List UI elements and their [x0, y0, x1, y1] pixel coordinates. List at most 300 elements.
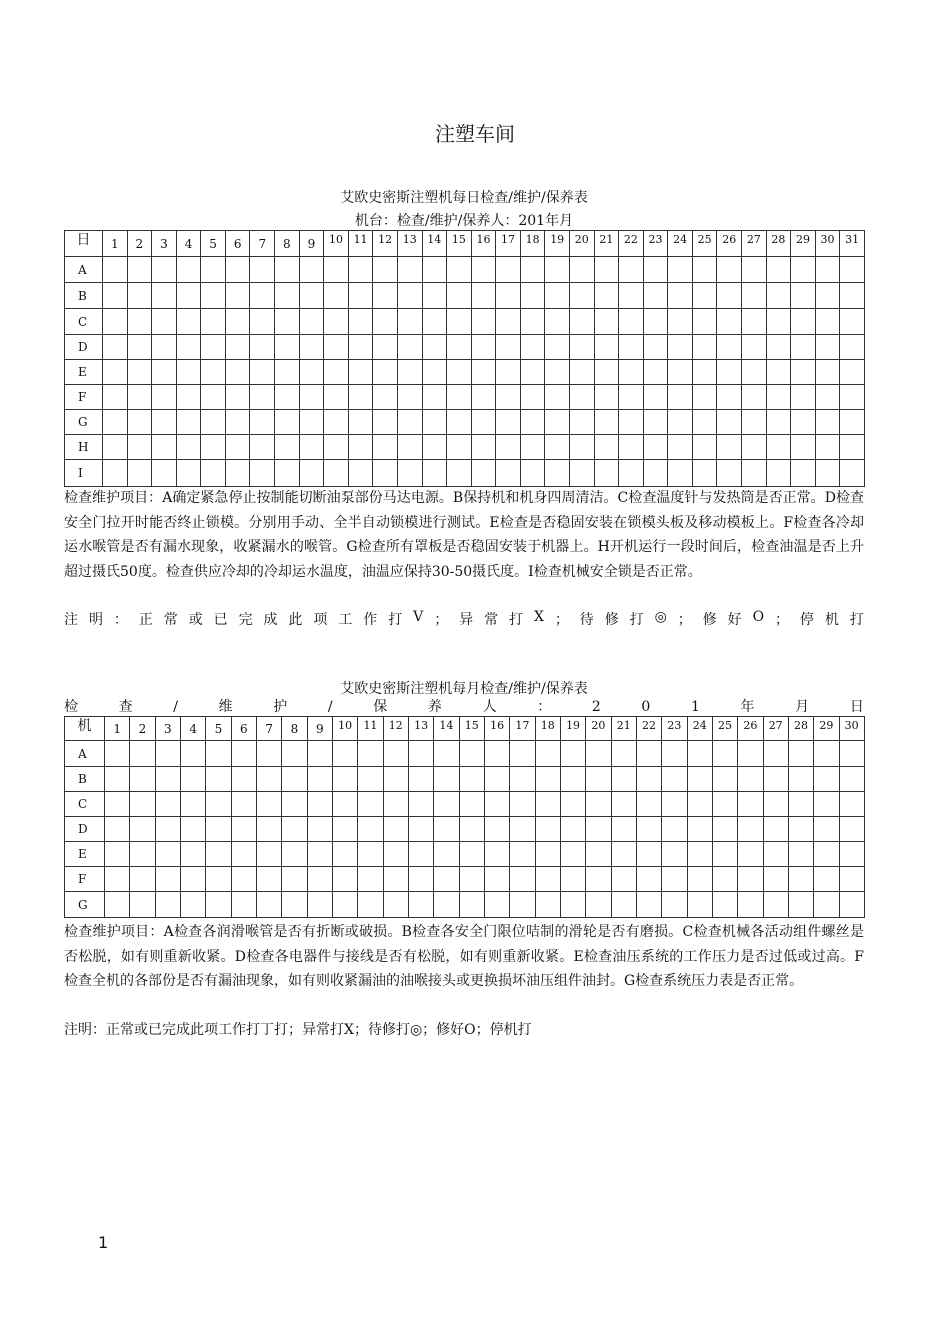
check-cell[interactable]: [520, 283, 545, 309]
check-cell[interactable]: [692, 335, 717, 360]
check-cell[interactable]: [496, 460, 521, 487]
check-cell[interactable]: [766, 309, 791, 335]
check-cell[interactable]: [668, 460, 693, 487]
check-cell[interactable]: [814, 792, 839, 817]
check-cell[interactable]: [130, 767, 155, 792]
check-cell[interactable]: [619, 335, 644, 360]
check-cell[interactable]: [250, 460, 275, 487]
check-cell[interactable]: [636, 867, 661, 892]
check-cell[interactable]: [484, 892, 509, 918]
check-cell[interactable]: [358, 867, 383, 892]
check-cell[interactable]: [250, 257, 275, 283]
check-cell[interactable]: [791, 335, 816, 360]
check-cell[interactable]: [201, 335, 226, 360]
check-cell[interactable]: [105, 817, 130, 842]
check-cell[interactable]: [373, 410, 398, 435]
check-cell[interactable]: [594, 435, 619, 460]
check-cell[interactable]: [619, 257, 644, 283]
check-cell[interactable]: [814, 767, 839, 792]
check-cell[interactable]: [231, 741, 256, 767]
check-cell[interactable]: [408, 892, 433, 918]
check-cell[interactable]: [408, 792, 433, 817]
check-cell[interactable]: [545, 360, 570, 385]
check-cell[interactable]: [668, 435, 693, 460]
check-cell[interactable]: [815, 257, 840, 283]
check-cell[interactable]: [422, 410, 447, 435]
check-cell[interactable]: [496, 309, 521, 335]
check-cell[interactable]: [307, 892, 332, 918]
check-cell[interactable]: [788, 767, 813, 792]
check-cell[interactable]: [815, 435, 840, 460]
check-cell[interactable]: [766, 360, 791, 385]
check-cell[interactable]: [447, 435, 472, 460]
check-cell[interactable]: [225, 283, 250, 309]
check-cell[interactable]: [299, 309, 324, 335]
check-cell[interactable]: [383, 892, 408, 918]
check-cell[interactable]: [687, 817, 712, 842]
check-cell[interactable]: [738, 767, 763, 792]
check-cell[interactable]: [815, 410, 840, 435]
check-cell[interactable]: [791, 410, 816, 435]
check-cell[interactable]: [332, 741, 357, 767]
check-cell[interactable]: [840, 257, 865, 283]
check-cell[interactable]: [324, 385, 349, 410]
check-cell[interactable]: [459, 842, 484, 867]
check-cell[interactable]: [471, 335, 496, 360]
check-cell[interactable]: [397, 385, 422, 410]
check-cell[interactable]: [594, 360, 619, 385]
check-cell[interactable]: [766, 410, 791, 435]
check-cell[interactable]: [471, 410, 496, 435]
check-cell[interactable]: [105, 892, 130, 918]
check-cell[interactable]: [484, 842, 509, 867]
check-cell[interactable]: [103, 435, 128, 460]
check-cell[interactable]: [662, 741, 687, 767]
check-cell[interactable]: [763, 741, 788, 767]
check-cell[interactable]: [712, 892, 737, 918]
check-cell[interactable]: [611, 817, 636, 842]
check-cell[interactable]: [742, 385, 767, 410]
check-cell[interactable]: [742, 410, 767, 435]
check-cell[interactable]: [496, 335, 521, 360]
check-cell[interactable]: [839, 741, 864, 767]
check-cell[interactable]: [397, 460, 422, 487]
check-cell[interactable]: [201, 257, 226, 283]
check-cell[interactable]: [788, 867, 813, 892]
check-cell[interactable]: [535, 892, 560, 918]
check-cell[interactable]: [307, 817, 332, 842]
check-cell[interactable]: [155, 741, 180, 767]
check-cell[interactable]: [105, 767, 130, 792]
check-cell[interactable]: [712, 792, 737, 817]
check-cell[interactable]: [471, 460, 496, 487]
check-cell[interactable]: [569, 309, 594, 335]
check-cell[interactable]: [299, 410, 324, 435]
check-cell[interactable]: [225, 410, 250, 435]
check-cell[interactable]: [105, 867, 130, 892]
check-cell[interactable]: [434, 867, 459, 892]
check-cell[interactable]: [611, 741, 636, 767]
check-cell[interactable]: [231, 767, 256, 792]
check-cell[interactable]: [840, 360, 865, 385]
check-cell[interactable]: [484, 767, 509, 792]
check-cell[interactable]: [594, 283, 619, 309]
check-cell[interactable]: [535, 842, 560, 867]
check-cell[interactable]: [788, 817, 813, 842]
check-cell[interactable]: [791, 360, 816, 385]
check-cell[interactable]: [569, 385, 594, 410]
check-cell[interactable]: [545, 460, 570, 487]
check-cell[interactable]: [687, 867, 712, 892]
check-cell[interactable]: [250, 435, 275, 460]
check-cell[interactable]: [662, 817, 687, 842]
check-cell[interactable]: [742, 435, 767, 460]
check-cell[interactable]: [422, 360, 447, 385]
check-cell[interactable]: [130, 817, 155, 842]
check-cell[interactable]: [510, 792, 535, 817]
check-cell[interactable]: [840, 460, 865, 487]
check-cell[interactable]: [201, 385, 226, 410]
check-cell[interactable]: [510, 767, 535, 792]
check-cell[interactable]: [738, 892, 763, 918]
check-cell[interactable]: [763, 892, 788, 918]
check-cell[interactable]: [692, 309, 717, 335]
check-cell[interactable]: [373, 435, 398, 460]
check-cell[interactable]: [383, 741, 408, 767]
check-cell[interactable]: [545, 435, 570, 460]
check-cell[interactable]: [358, 741, 383, 767]
check-cell[interactable]: [520, 385, 545, 410]
check-cell[interactable]: [717, 460, 742, 487]
check-cell[interactable]: [742, 460, 767, 487]
check-cell[interactable]: [619, 360, 644, 385]
check-cell[interactable]: [839, 792, 864, 817]
check-cell[interactable]: [668, 309, 693, 335]
check-cell[interactable]: [250, 410, 275, 435]
check-cell[interactable]: [176, 360, 201, 385]
check-cell[interactable]: [569, 257, 594, 283]
check-cell[interactable]: [510, 817, 535, 842]
check-cell[interactable]: [788, 892, 813, 918]
check-cell[interactable]: [496, 360, 521, 385]
check-cell[interactable]: [520, 460, 545, 487]
check-cell[interactable]: [256, 767, 281, 792]
check-cell[interactable]: [299, 335, 324, 360]
check-cell[interactable]: [662, 867, 687, 892]
check-cell[interactable]: [434, 892, 459, 918]
check-cell[interactable]: [307, 741, 332, 767]
check-cell[interactable]: [299, 360, 324, 385]
check-cell[interactable]: [324, 309, 349, 335]
check-cell[interactable]: [738, 741, 763, 767]
check-cell[interactable]: [484, 792, 509, 817]
check-cell[interactable]: [447, 283, 472, 309]
check-cell[interactable]: [250, 283, 275, 309]
check-cell[interactable]: [717, 257, 742, 283]
check-cell[interactable]: [434, 817, 459, 842]
check-cell[interactable]: [545, 385, 570, 410]
check-cell[interactable]: [668, 335, 693, 360]
check-cell[interactable]: [738, 867, 763, 892]
check-cell[interactable]: [560, 867, 585, 892]
check-cell[interactable]: [155, 892, 180, 918]
check-cell[interactable]: [422, 335, 447, 360]
check-cell[interactable]: [299, 257, 324, 283]
check-cell[interactable]: [560, 792, 585, 817]
check-cell[interactable]: [397, 335, 422, 360]
check-cell[interactable]: [545, 410, 570, 435]
check-cell[interactable]: [545, 257, 570, 283]
check-cell[interactable]: [496, 435, 521, 460]
check-cell[interactable]: [130, 842, 155, 867]
check-cell[interactable]: [788, 842, 813, 867]
check-cell[interactable]: [332, 792, 357, 817]
check-cell[interactable]: [662, 767, 687, 792]
check-cell[interactable]: [520, 410, 545, 435]
check-cell[interactable]: [152, 257, 177, 283]
check-cell[interactable]: [152, 360, 177, 385]
check-cell[interactable]: [299, 385, 324, 410]
check-cell[interactable]: [712, 842, 737, 867]
check-cell[interactable]: [687, 767, 712, 792]
check-cell[interactable]: [152, 385, 177, 410]
check-cell[interactable]: [225, 385, 250, 410]
check-cell[interactable]: [282, 842, 307, 867]
check-cell[interactable]: [791, 435, 816, 460]
check-cell[interactable]: [324, 435, 349, 460]
check-cell[interactable]: [766, 257, 791, 283]
check-cell[interactable]: [201, 309, 226, 335]
check-cell[interactable]: [643, 335, 668, 360]
check-cell[interactable]: [180, 892, 205, 918]
check-cell[interactable]: [815, 385, 840, 410]
check-cell[interactable]: [408, 867, 433, 892]
check-cell[interactable]: [180, 792, 205, 817]
check-cell[interactable]: [127, 360, 152, 385]
check-cell[interactable]: [299, 283, 324, 309]
check-cell[interactable]: [636, 767, 661, 792]
check-cell[interactable]: [586, 817, 611, 842]
check-cell[interactable]: [545, 309, 570, 335]
check-cell[interactable]: [560, 842, 585, 867]
check-cell[interactable]: [275, 309, 300, 335]
check-cell[interactable]: [348, 435, 373, 460]
check-cell[interactable]: [231, 867, 256, 892]
check-cell[interactable]: [206, 767, 231, 792]
check-cell[interactable]: [510, 842, 535, 867]
check-cell[interactable]: [687, 792, 712, 817]
check-cell[interactable]: [282, 817, 307, 842]
check-cell[interactable]: [594, 460, 619, 487]
check-cell[interactable]: [471, 385, 496, 410]
check-cell[interactable]: [348, 385, 373, 410]
check-cell[interactable]: [569, 435, 594, 460]
check-cell[interactable]: [791, 385, 816, 410]
check-cell[interactable]: [127, 410, 152, 435]
check-cell[interactable]: [535, 792, 560, 817]
check-cell[interactable]: [275, 283, 300, 309]
check-cell[interactable]: [717, 385, 742, 410]
check-cell[interactable]: [256, 817, 281, 842]
check-cell[interactable]: [397, 435, 422, 460]
check-cell[interactable]: [840, 335, 865, 360]
check-cell[interactable]: [520, 435, 545, 460]
check-cell[interactable]: [206, 892, 231, 918]
check-cell[interactable]: [201, 435, 226, 460]
check-cell[interactable]: [155, 767, 180, 792]
check-cell[interactable]: [434, 792, 459, 817]
check-cell[interactable]: [569, 335, 594, 360]
check-cell[interactable]: [225, 360, 250, 385]
check-cell[interactable]: [594, 385, 619, 410]
check-cell[interactable]: [496, 283, 521, 309]
check-cell[interactable]: [275, 385, 300, 410]
check-cell[interactable]: [643, 385, 668, 410]
check-cell[interactable]: [643, 410, 668, 435]
check-cell[interactable]: [636, 892, 661, 918]
check-cell[interactable]: [738, 842, 763, 867]
check-cell[interactable]: [742, 257, 767, 283]
check-cell[interactable]: [520, 309, 545, 335]
check-cell[interactable]: [324, 283, 349, 309]
check-cell[interactable]: [408, 767, 433, 792]
check-cell[interactable]: [738, 817, 763, 842]
check-cell[interactable]: [332, 767, 357, 792]
check-cell[interactable]: [459, 892, 484, 918]
check-cell[interactable]: [692, 385, 717, 410]
check-cell[interactable]: [643, 460, 668, 487]
check-cell[interactable]: [324, 410, 349, 435]
check-cell[interactable]: [231, 792, 256, 817]
check-cell[interactable]: [332, 842, 357, 867]
check-cell[interactable]: [535, 767, 560, 792]
check-cell[interactable]: [447, 410, 472, 435]
check-cell[interactable]: [520, 257, 545, 283]
check-cell[interactable]: [206, 817, 231, 842]
check-cell[interactable]: [275, 257, 300, 283]
check-cell[interactable]: [471, 435, 496, 460]
check-cell[interactable]: [766, 283, 791, 309]
check-cell[interactable]: [383, 867, 408, 892]
check-cell[interactable]: [611, 792, 636, 817]
check-cell[interactable]: [839, 892, 864, 918]
check-cell[interactable]: [383, 842, 408, 867]
check-cell[interactable]: [569, 283, 594, 309]
check-cell[interactable]: [282, 892, 307, 918]
check-cell[interactable]: [358, 792, 383, 817]
check-cell[interactable]: [496, 385, 521, 410]
check-cell[interactable]: [256, 842, 281, 867]
check-cell[interactable]: [152, 435, 177, 460]
check-cell[interactable]: [250, 360, 275, 385]
check-cell[interactable]: [422, 435, 447, 460]
check-cell[interactable]: [839, 767, 864, 792]
check-cell[interactable]: [763, 792, 788, 817]
check-cell[interactable]: [619, 410, 644, 435]
check-cell[interactable]: [127, 283, 152, 309]
check-cell[interactable]: [103, 460, 128, 487]
check-cell[interactable]: [815, 360, 840, 385]
check-cell[interactable]: [643, 257, 668, 283]
check-cell[interactable]: [324, 257, 349, 283]
check-cell[interactable]: [332, 867, 357, 892]
check-cell[interactable]: [103, 257, 128, 283]
check-cell[interactable]: [814, 892, 839, 918]
check-cell[interactable]: [176, 435, 201, 460]
check-cell[interactable]: [459, 867, 484, 892]
check-cell[interactable]: [560, 767, 585, 792]
check-cell[interactable]: [712, 741, 737, 767]
check-cell[interactable]: [225, 257, 250, 283]
check-cell[interactable]: [206, 867, 231, 892]
check-cell[interactable]: [155, 817, 180, 842]
check-cell[interactable]: [814, 867, 839, 892]
check-cell[interactable]: [788, 741, 813, 767]
check-cell[interactable]: [275, 410, 300, 435]
check-cell[interactable]: [712, 767, 737, 792]
check-cell[interactable]: [152, 410, 177, 435]
check-cell[interactable]: [738, 792, 763, 817]
check-cell[interactable]: [586, 792, 611, 817]
check-cell[interactable]: [324, 335, 349, 360]
check-cell[interactable]: [127, 335, 152, 360]
check-cell[interactable]: [447, 360, 472, 385]
check-cell[interactable]: [155, 867, 180, 892]
check-cell[interactable]: [225, 309, 250, 335]
check-cell[interactable]: [471, 257, 496, 283]
check-cell[interactable]: [348, 309, 373, 335]
check-cell[interactable]: [383, 817, 408, 842]
check-cell[interactable]: [611, 842, 636, 867]
check-cell[interactable]: [643, 360, 668, 385]
check-cell[interactable]: [358, 767, 383, 792]
check-cell[interactable]: [231, 817, 256, 842]
check-cell[interactable]: [763, 842, 788, 867]
check-cell[interactable]: [105, 741, 130, 767]
check-cell[interactable]: [373, 360, 398, 385]
check-cell[interactable]: [520, 335, 545, 360]
check-cell[interactable]: [717, 335, 742, 360]
check-cell[interactable]: [250, 385, 275, 410]
check-cell[interactable]: [299, 460, 324, 487]
check-cell[interactable]: [692, 410, 717, 435]
check-cell[interactable]: [471, 283, 496, 309]
check-cell[interactable]: [594, 410, 619, 435]
check-cell[interactable]: [560, 817, 585, 842]
check-cell[interactable]: [176, 309, 201, 335]
check-cell[interactable]: [447, 309, 472, 335]
check-cell[interactable]: [717, 283, 742, 309]
check-cell[interactable]: [535, 817, 560, 842]
check-cell[interactable]: [332, 817, 357, 842]
check-cell[interactable]: [397, 360, 422, 385]
check-cell[interactable]: [619, 283, 644, 309]
check-cell[interactable]: [742, 360, 767, 385]
check-cell[interactable]: [231, 842, 256, 867]
check-cell[interactable]: [105, 842, 130, 867]
check-cell[interactable]: [712, 867, 737, 892]
check-cell[interactable]: [358, 842, 383, 867]
check-cell[interactable]: [763, 767, 788, 792]
check-cell[interactable]: [636, 842, 661, 867]
check-cell[interactable]: [180, 867, 205, 892]
check-cell[interactable]: [358, 892, 383, 918]
check-cell[interactable]: [408, 817, 433, 842]
check-cell[interactable]: [103, 410, 128, 435]
check-cell[interactable]: [560, 892, 585, 918]
check-cell[interactable]: [520, 360, 545, 385]
check-cell[interactable]: [206, 792, 231, 817]
